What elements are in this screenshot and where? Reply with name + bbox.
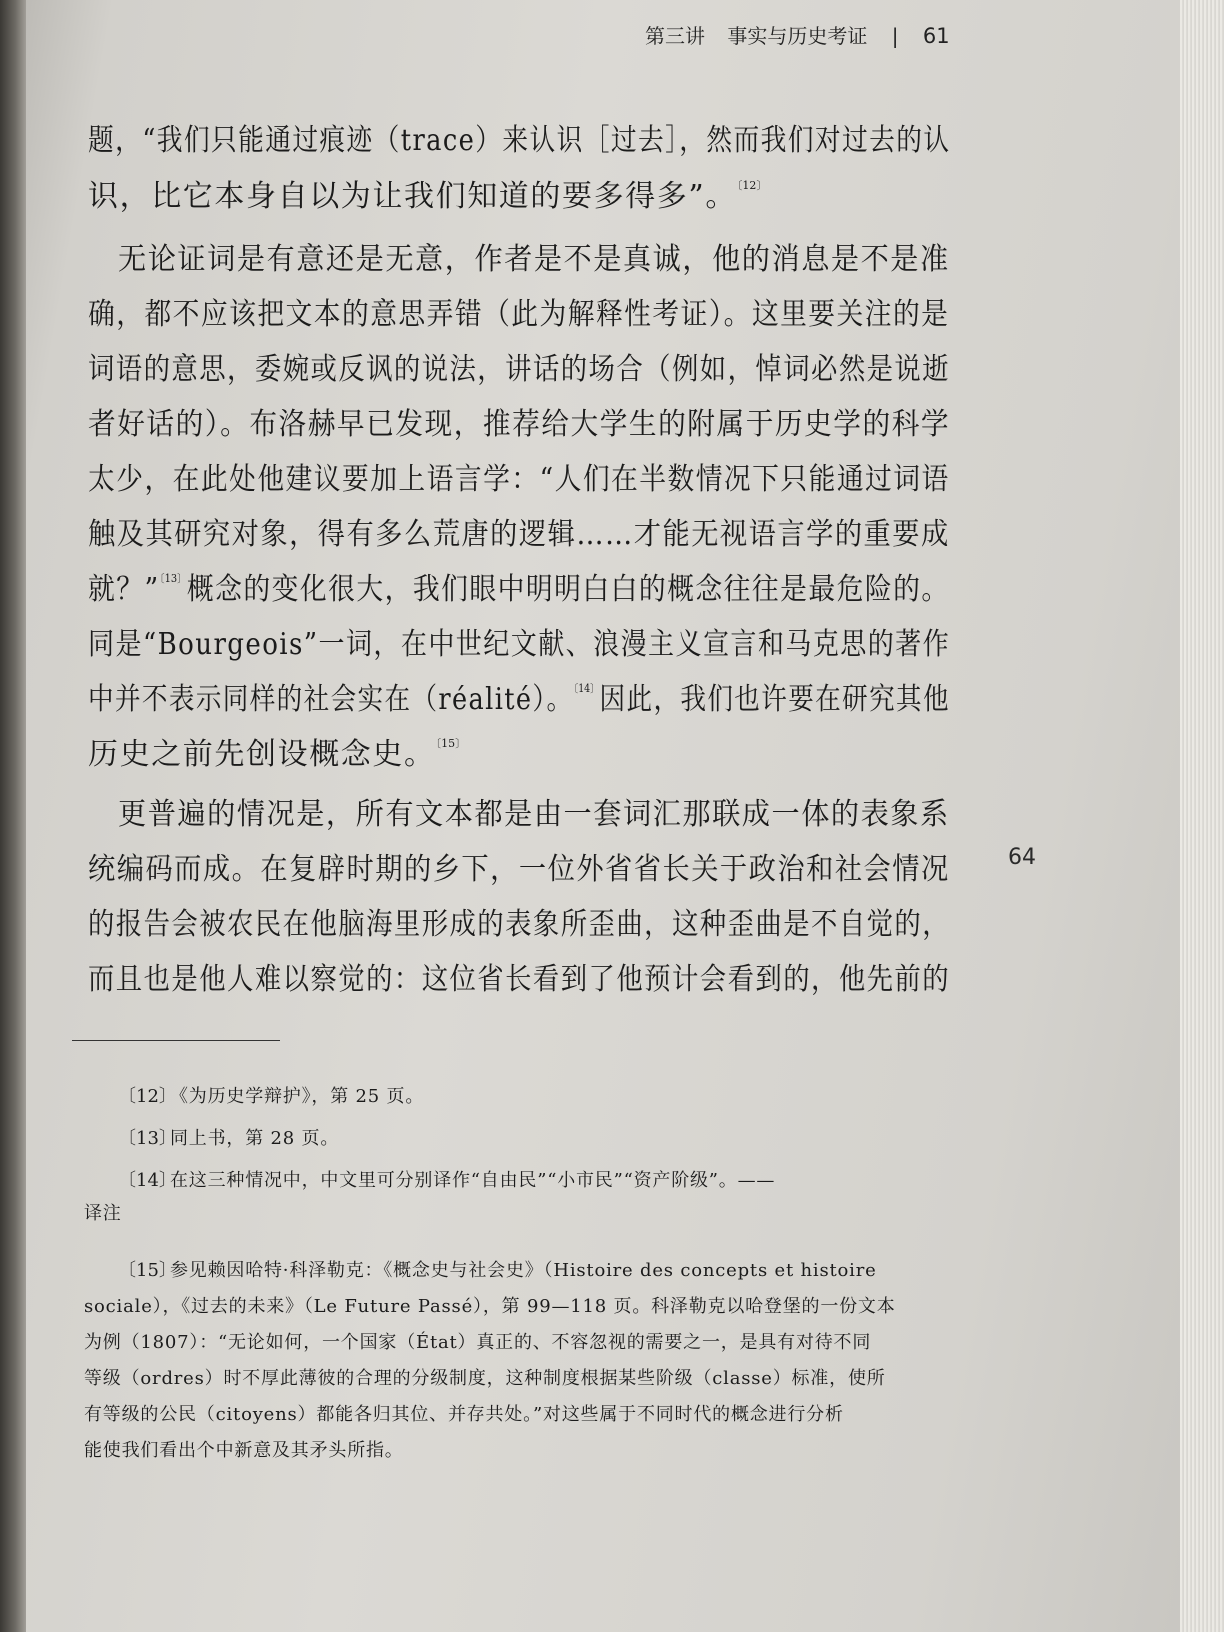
footnote-14-continuation: 译注 <box>84 1203 122 1224</box>
margin-page-number: 64 <box>1008 845 1036 870</box>
footnote-ref-13[interactable]: 〔13〕 <box>159 572 187 585</box>
body-line-8: 触及其研究对象，得有多么荒唐的逻辑……才能无视语言学的重要成 <box>88 517 950 552</box>
body-line-11-text-b: 因此，我们也许要在研究其他 <box>599 682 950 717</box>
body-line-12 <box>88 737 467 772</box>
footnote-ref-14[interactable]: 〔14〕 <box>573 682 600 695</box>
footnote-13 <box>118 1130 339 1148</box>
footnote-12-tag: 〔12〕 <box>118 1086 177 1107</box>
body-line-9-text-a: 就？” <box>88 572 160 607</box>
body-line-7: 太少，在此处他建议要加上语言学：“人们在半数情况下只能通过词语 <box>88 462 950 497</box>
running-head-section: 第三讲 <box>645 24 705 48</box>
footnote-15-line-1 <box>118 1262 877 1280</box>
body-line-2 <box>88 179 768 214</box>
footnote-divider <box>72 1040 280 1041</box>
body-line-6: 者好话的）。布洛赫早已发现，推荐给大学生的附属于历史学的科学 <box>88 407 951 442</box>
body-line-9-text-b: 概念的变化很大，我们眼中明明白白的概念往往是最危险的。 <box>186 572 950 607</box>
body-line-3: 无论证词是有意还是无意，作者是不是真诚，他的消息是不是准 <box>118 242 950 277</box>
footnote-15-line-2: sociale），《过去的未来》（Le Future Passé），第 99—118 页。科泽勒克以哈登堡的一份文本 <box>84 1296 896 1317</box>
page-edges <box>1180 0 1224 1632</box>
running-head-separator: | <box>891 24 899 48</box>
body-line-9 <box>88 572 950 607</box>
footnote-15-tag: 〔15〕 <box>118 1260 177 1281</box>
footnote-15-line-4: 等级（ordres）时不厚此薄彼的合理的分级制度，这种制度根据某些阶级（classe）标准，使所 <box>84 1368 886 1389</box>
body-line-11-text-a: 中并不表示同样的社会实在（réalité）。 <box>88 682 574 717</box>
footnote-15-line-5: 有等级的公民（citoyens）都能各归其位、并存共处。”对这些属于不同时代的概念进行分析 <box>84 1404 844 1425</box>
body-line-12-text: 历史之前先创设概念史。 <box>88 737 436 772</box>
body-line-16: 而且也是他人难以察觉的：这位省长看到了他预计会看到的，他先前的 <box>88 962 951 997</box>
footnote-ref-15[interactable]: 〔15〕 <box>435 737 467 750</box>
footnote-13-tag: 〔13〕 <box>118 1128 177 1149</box>
footnote-12 <box>118 1088 424 1106</box>
body-line-15: 的报告会被农民在他脑海里形成的表象所歪曲，这种歪曲是不自觉的， <box>88 907 951 942</box>
body-line-4: 确，都不应该把文本的意思弄错（此为解释性考证）。这里要关注的是 <box>88 297 950 332</box>
body-line-13: 更普遍的情况是，所有文本都是由一套词汇那联成一体的表象系 <box>118 797 950 832</box>
body-line-14: 统编码而成。在复辟时期的乡下，一位外省省长关于政治和社会情况 <box>88 852 950 887</box>
footnote-ref-12[interactable]: 〔12〕 <box>736 179 768 192</box>
body-line-10: 同是“Bourgeois”一词，在中世纪文献、浪漫主义宣言和马克思的著作 <box>88 627 951 662</box>
footnote-15-text-1: 参见赖因哈特·科泽勒克：《概念史与社会史》（Histoire des concepts et histoire <box>170 1260 877 1281</box>
body-line-11 <box>88 682 950 717</box>
page-number: 61 <box>922 24 950 48</box>
running-head <box>645 20 950 49</box>
body-line-1: 题，“我们只能通过痕迹（trace）来认识［过去］，然而我们对过去的认 <box>88 123 951 158</box>
running-head-title: 事实与历史考证 <box>727 24 868 48</box>
footnote-15-line-3: 为例（1807）：“无论如何，一个国家（État）真正的、不容忽视的需要之一，是具有对待不同 <box>84 1332 872 1353</box>
body-line-5: 词语的意思，委婉或反讽的说法，讲话的场合（例如，悼词必然是说逝 <box>88 352 951 387</box>
body-line-2-text: 识，比它本身自以为让我们知道的要多得多”。 <box>88 179 737 214</box>
footnote-14-text: 在这三种情况中，中文里可分别译作“自由民”“小市民”“资产阶级”。—— <box>170 1170 776 1191</box>
footnote-14 <box>118 1172 775 1190</box>
footnote-14-tag: 〔14〕 <box>118 1170 177 1191</box>
footnote-12-text: 《为历史学辩护》，第 25 页。 <box>170 1086 425 1107</box>
footnote-13-text: 同上书，第 28 页。 <box>170 1128 340 1149</box>
footnote-15-line-6: 能使我们看出个中新意及其矛头所指。 <box>84 1440 404 1461</box>
